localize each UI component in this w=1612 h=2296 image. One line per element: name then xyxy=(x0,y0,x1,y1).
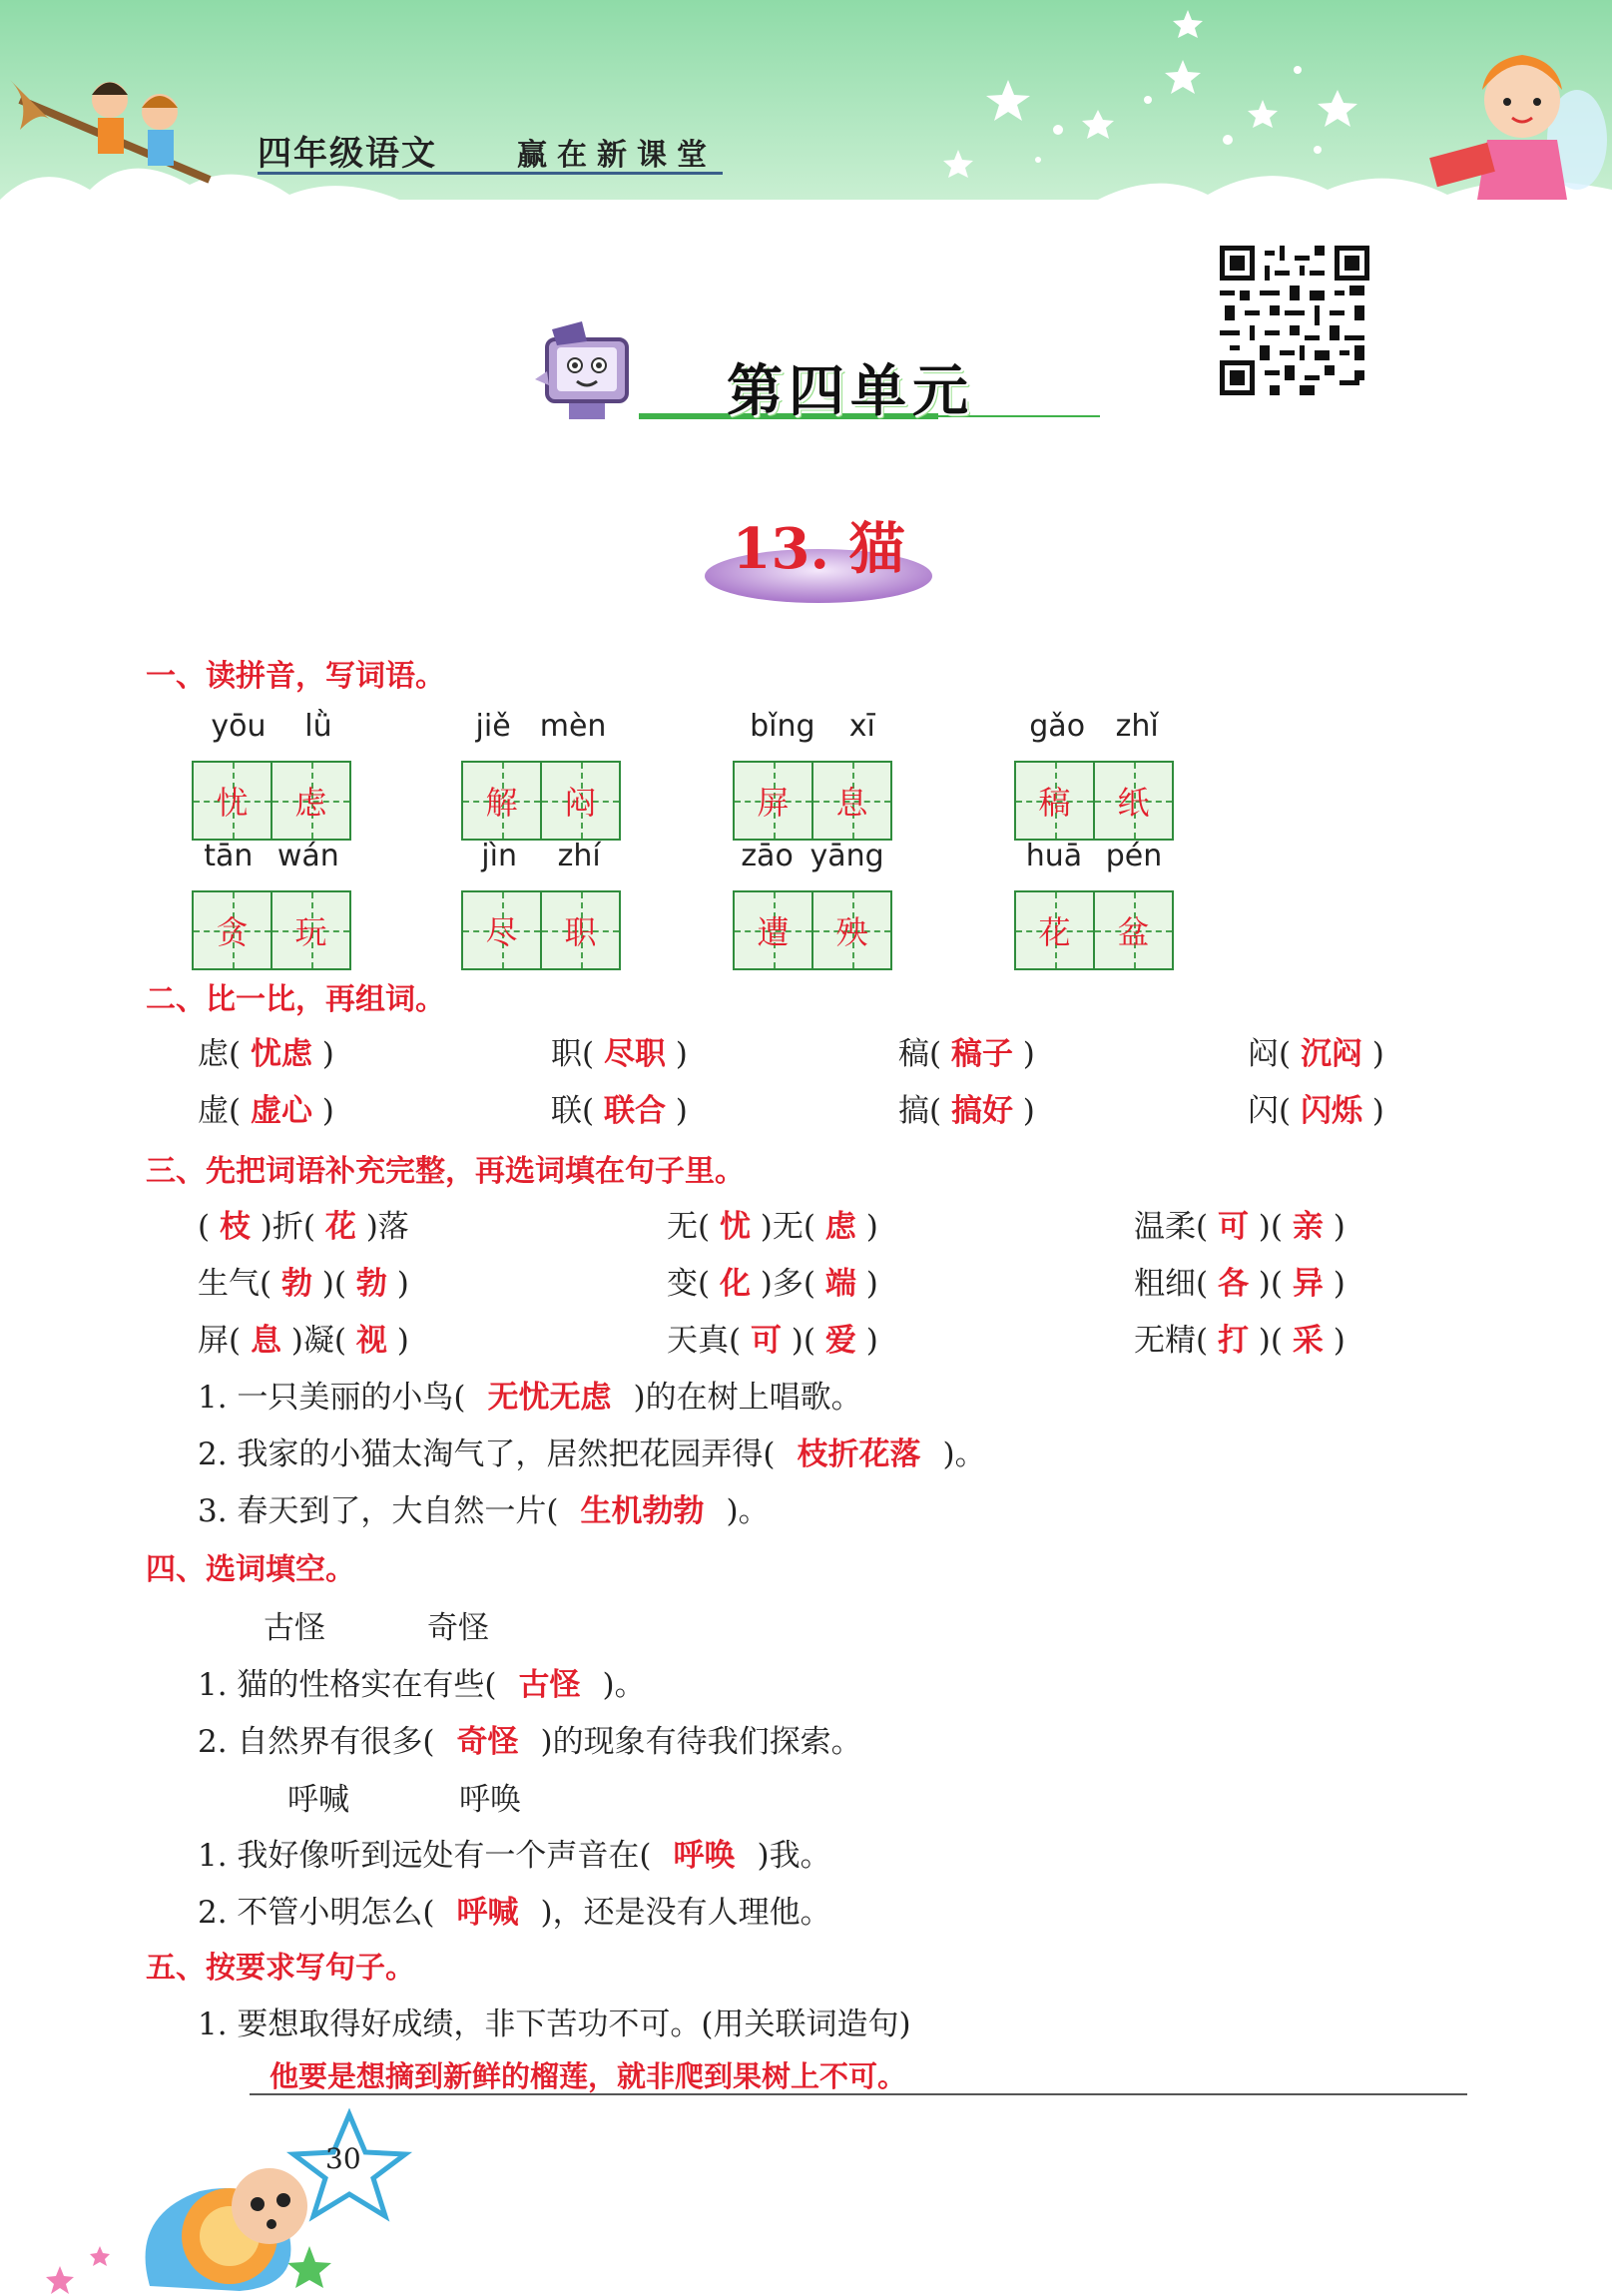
idiom-text: 粗细( xyxy=(1134,1266,1218,1302)
section4-heading: 四、选词填空。 xyxy=(146,1552,355,1587)
sentence-answer: 无忧无虑 xyxy=(487,1380,612,1416)
pinyin-row xyxy=(461,707,621,747)
pinyin-syllable: zāo xyxy=(741,839,794,873)
idiom-text: )无( xyxy=(750,1209,825,1245)
idiom-answer: 勃 xyxy=(280,1266,312,1302)
idiom-answer: 爱 xyxy=(824,1323,856,1359)
compare-char: 稿 xyxy=(898,1036,929,1072)
idiom-answer: 花 xyxy=(324,1209,356,1245)
idiom-text: 无( xyxy=(667,1209,720,1245)
compare-entry xyxy=(551,1085,688,1130)
paren-open: ( xyxy=(582,1036,604,1072)
idiom-text: ) xyxy=(386,1323,409,1359)
idiom-entry xyxy=(198,1201,409,1246)
pinyin-row xyxy=(192,707,351,747)
pinyin-syllable: tān xyxy=(204,839,254,873)
sentence-answer: 生机勃勃 xyxy=(580,1493,705,1529)
answer-char: 花 xyxy=(1038,913,1071,951)
section5-answer: 他要是想摘到新鲜的榴莲，就非爬到果树上不可。 xyxy=(269,2059,907,2093)
pinyin-syllable: huā xyxy=(1025,839,1083,873)
compare-char: 虑 xyxy=(198,1036,229,1072)
idiom-entry xyxy=(667,1201,878,1246)
tian-grid-cell xyxy=(463,763,540,839)
pinyin-syllable: jìn xyxy=(481,839,517,873)
answer-char: 纸 xyxy=(1117,784,1150,822)
paren-close: ) xyxy=(311,1093,334,1129)
paren-open: ( xyxy=(1279,1093,1301,1129)
pinyin-row xyxy=(461,837,621,876)
paren-open: ( xyxy=(1279,1036,1301,1072)
idiom-text: )凝( xyxy=(280,1323,356,1359)
answer-char: 贪 xyxy=(216,913,249,951)
tian-grid-boxes xyxy=(733,890,892,970)
tian-grid-boxes xyxy=(192,761,351,841)
idiom-text: 天真( xyxy=(667,1323,751,1359)
answer-char: 遭 xyxy=(757,913,790,951)
sentence-answer: 古怪 xyxy=(518,1667,581,1703)
compare-entry xyxy=(1248,1085,1384,1130)
sentence-text: )我。 xyxy=(757,1838,831,1874)
idiom-text: ) xyxy=(855,1323,878,1359)
section3-heading: 三、先把词语补充完整，再选词填在句子里。 xyxy=(146,1154,745,1189)
compare-entry xyxy=(198,1028,334,1073)
kids-on-broom-illustration xyxy=(10,60,230,200)
compare-answer: 忧虑 xyxy=(250,1036,312,1072)
tian-grid-boxes xyxy=(1014,761,1174,841)
word-choice-1b: 奇怪 xyxy=(427,1610,489,1646)
tian-grid-cell xyxy=(1093,892,1172,968)
sentence-answer: 奇怪 xyxy=(456,1724,519,1760)
sentence-text: )。 xyxy=(942,1436,986,1472)
idiom-text: )多( xyxy=(750,1266,825,1302)
paren-close: ) xyxy=(1012,1093,1035,1129)
idiom-entry xyxy=(198,1258,409,1303)
answer-line xyxy=(250,2093,1467,2095)
lesson-title-badge xyxy=(703,505,934,605)
idiom-text: ) xyxy=(1323,1209,1345,1245)
tian-grid-cell xyxy=(270,892,349,968)
section1-heading: 一、读拼音，写词语。 xyxy=(146,659,445,694)
pinyin-item xyxy=(733,837,892,970)
tian-grid-cell xyxy=(1016,763,1093,839)
compare-answer: 沉闷 xyxy=(1300,1036,1362,1072)
pinyin-item xyxy=(461,837,621,970)
sentence-answer: 枝折花落 xyxy=(797,1436,921,1472)
header-background xyxy=(0,0,1612,260)
sentence-text: )的在树上唱歌。 xyxy=(633,1380,862,1416)
paren-close: ) xyxy=(311,1036,334,1072)
compare-char: 联 xyxy=(551,1093,582,1129)
idiom-text: )落 xyxy=(355,1209,409,1245)
pinyin-item xyxy=(733,707,892,841)
pinyin-syllable: jiě xyxy=(475,709,511,744)
compare-entry xyxy=(898,1028,1035,1073)
tian-grid-boxes xyxy=(461,761,621,841)
idiom-text: ) xyxy=(1323,1323,1345,1359)
tian-grid-cell xyxy=(540,892,619,968)
sentence-text: 2. 我家的小猫太淘气了，居然把花园弄得( xyxy=(198,1436,776,1472)
tian-grid-cell xyxy=(194,763,270,839)
paren-open: ( xyxy=(929,1093,951,1129)
idiom-text: ) xyxy=(386,1266,409,1302)
pinyin-syllable: yōu xyxy=(211,709,267,744)
answer-char: 盆 xyxy=(1117,913,1150,951)
idiom-text: )( xyxy=(311,1266,356,1302)
idiom-text: 变( xyxy=(667,1266,720,1302)
header-title-bar xyxy=(258,126,723,175)
answer-char: 虑 xyxy=(294,784,327,822)
answer-char: 尽 xyxy=(485,913,518,951)
idiom-entry xyxy=(198,1315,409,1360)
idiom-text: ( xyxy=(198,1209,220,1245)
paren-close: ) xyxy=(1012,1036,1035,1072)
idiom-text: 无精( xyxy=(1134,1323,1218,1359)
section5-heading: 五、按要求写句子。 xyxy=(146,1951,415,1986)
pinyin-syllable: zhǐ xyxy=(1115,709,1159,744)
pinyin-syllable: zhí xyxy=(557,839,601,873)
compare-char: 闷 xyxy=(1248,1036,1279,1072)
tian-grid-cell xyxy=(1093,763,1172,839)
paren-close: ) xyxy=(1361,1093,1384,1129)
compare-answer: 虚心 xyxy=(250,1093,312,1129)
idiom-answer: 各 xyxy=(1217,1266,1249,1302)
idiom-text: 屏( xyxy=(198,1323,251,1359)
idiom-text: ) xyxy=(855,1266,878,1302)
compare-char: 搞 xyxy=(898,1093,929,1129)
pinyin-row xyxy=(733,837,892,876)
answer-char: 忧 xyxy=(216,784,249,822)
idiom-entry xyxy=(667,1315,878,1360)
compare-answer: 联合 xyxy=(603,1093,666,1129)
answer-char: 闷 xyxy=(564,784,597,822)
tian-grid-cell xyxy=(463,892,540,968)
fill-sentence xyxy=(198,1716,862,1761)
answer-char: 屏 xyxy=(757,784,790,822)
sentence-answer: 呼唤 xyxy=(673,1838,736,1874)
paren-open: ( xyxy=(582,1093,604,1129)
pinyin-row xyxy=(1014,707,1174,747)
compare-entry xyxy=(898,1085,1035,1130)
answer-char: 解 xyxy=(485,784,518,822)
compare-answer: 闪烁 xyxy=(1300,1093,1362,1129)
sentence-text: 2. 自然界有很多( xyxy=(198,1724,435,1760)
answer-char: 玩 xyxy=(294,913,327,951)
idiom-entry xyxy=(1134,1258,1345,1303)
answer-char: 职 xyxy=(564,913,597,951)
sentence-text: 2. 不管小明怎么( xyxy=(198,1895,435,1931)
tian-grid-boxes xyxy=(733,761,892,841)
section2-heading: 二、比一比，再组词。 xyxy=(146,982,445,1017)
idiom-answer: 枝 xyxy=(219,1209,251,1245)
idiom-entry xyxy=(1134,1201,1345,1246)
pinyin-item xyxy=(192,707,351,841)
sentence-answer: 呼喊 xyxy=(456,1895,519,1931)
snail-and-stars-illustration xyxy=(40,2096,439,2296)
tian-grid-cell xyxy=(270,763,349,839)
fill-sentence xyxy=(198,1485,770,1530)
pinyin-item xyxy=(1014,707,1174,841)
paren-open: ( xyxy=(229,1093,251,1129)
pinyin-row xyxy=(192,837,351,876)
qr-code-icon xyxy=(1220,246,1369,395)
section5-question: 1. 要想取得好成绩，非下苦功不可。(用关联词造句) xyxy=(198,2007,911,2042)
compare-char: 闪 xyxy=(1248,1093,1279,1129)
pinyin-syllable: wán xyxy=(276,839,339,873)
tian-grid-boxes xyxy=(461,890,621,970)
word-choice-1a: 古怪 xyxy=(264,1610,325,1646)
idiom-answer: 端 xyxy=(824,1266,856,1302)
idiom-text: ) xyxy=(855,1209,878,1245)
sentence-text: )的现象有待我们探索。 xyxy=(540,1724,862,1760)
fill-sentence xyxy=(198,1372,862,1417)
pinyin-syllable: xī xyxy=(848,709,875,744)
compare-char: 虚 xyxy=(198,1093,229,1129)
tian-grid-cell xyxy=(735,892,811,968)
paren-close: ) xyxy=(665,1036,688,1072)
tian-grid-cell xyxy=(1016,892,1093,968)
fill-sentence xyxy=(198,1429,986,1473)
idiom-text: )折( xyxy=(250,1209,325,1245)
idiom-answer: 打 xyxy=(1217,1323,1249,1359)
paren-close: ) xyxy=(1361,1036,1384,1072)
tian-grid-cell xyxy=(811,892,890,968)
idiom-text: ) xyxy=(1323,1266,1345,1302)
pinyin-syllable: bǐng xyxy=(750,709,815,744)
tian-grid-cell xyxy=(540,763,619,839)
answer-char: 稿 xyxy=(1038,784,1071,822)
tian-grid-boxes xyxy=(1014,890,1174,970)
answer-char: 息 xyxy=(835,784,868,822)
idiom-answer: 视 xyxy=(355,1323,387,1359)
pinyin-syllable: pén xyxy=(1105,839,1163,873)
idiom-answer: 采 xyxy=(1292,1323,1324,1359)
compare-entry xyxy=(198,1085,334,1130)
sentence-text: )。 xyxy=(726,1493,770,1529)
idiom-text: 温柔( xyxy=(1134,1209,1218,1245)
sentence-text: 1. 我好像听到远处有一个声音在( xyxy=(198,1838,652,1874)
idiom-text: )( xyxy=(1248,1266,1293,1302)
idiom-answer: 可 xyxy=(750,1323,782,1359)
word-choice-2b: 呼唤 xyxy=(459,1782,521,1818)
paren-close: ) xyxy=(665,1093,688,1129)
pinyin-row xyxy=(733,707,892,747)
idiom-answer: 化 xyxy=(719,1266,751,1302)
idiom-answer: 异 xyxy=(1292,1266,1324,1302)
fill-sentence xyxy=(198,1659,646,1704)
header-grade: 四年级语文 xyxy=(258,134,437,174)
pinyin-item xyxy=(192,837,351,970)
tian-grid-cell xyxy=(811,763,890,839)
idiom-answer: 忧 xyxy=(719,1209,751,1245)
pinyin-syllable: yāng xyxy=(809,839,884,873)
computer-mascot-icon xyxy=(527,319,647,431)
idiom-answer: 勃 xyxy=(355,1266,387,1302)
pinyin-syllable: gǎo xyxy=(1029,709,1086,744)
pinyin-item xyxy=(461,707,621,841)
idiom-answer: 息 xyxy=(250,1323,281,1359)
answer-char: 殃 xyxy=(835,913,868,951)
fill-sentence xyxy=(198,1830,831,1875)
idiom-entry xyxy=(667,1258,878,1303)
pinyin-syllable: mèn xyxy=(539,709,607,744)
page-number: 30 xyxy=(325,2142,361,2175)
sentence-text: )，还是没有人理他。 xyxy=(540,1895,831,1931)
idiom-text: )( xyxy=(1248,1209,1293,1245)
compare-answer: 稿子 xyxy=(950,1036,1013,1072)
idiom-entry xyxy=(1134,1315,1345,1360)
fill-sentence xyxy=(198,1887,831,1932)
sentence-text: 1. 一只美丽的小鸟( xyxy=(198,1380,466,1416)
sentence-text: 1. 猫的性格实在有些( xyxy=(198,1667,497,1703)
word-choice-2a: 呼喊 xyxy=(287,1782,349,1818)
compare-entry xyxy=(1248,1028,1384,1073)
idiom-answer: 亲 xyxy=(1292,1209,1324,1245)
sentence-text: 3. 春天到了，大自然一片( xyxy=(198,1493,559,1529)
compare-char: 职 xyxy=(551,1036,582,1072)
paren-open: ( xyxy=(929,1036,951,1072)
unit-title: 第四单元 xyxy=(727,359,974,424)
idiom-text: 生气( xyxy=(198,1266,281,1302)
idiom-answer: 虑 xyxy=(824,1209,856,1245)
header-series: 赢在新课堂 xyxy=(517,138,717,173)
compare-answer: 搞好 xyxy=(950,1093,1013,1129)
sentence-text: )。 xyxy=(602,1667,646,1703)
idiom-answer: 可 xyxy=(1217,1209,1249,1245)
idiom-text: )( xyxy=(781,1323,825,1359)
pinyin-item xyxy=(1014,837,1174,970)
compare-answer: 尽职 xyxy=(603,1036,666,1072)
tian-grid-cell xyxy=(194,892,270,968)
fairy-illustration xyxy=(1427,30,1607,220)
pinyin-row xyxy=(1014,837,1174,876)
pinyin-syllable: lǜ xyxy=(304,709,332,744)
idiom-text: )( xyxy=(1248,1323,1293,1359)
paren-open: ( xyxy=(229,1036,251,1072)
compare-entry xyxy=(551,1028,688,1073)
lesson-title: 13. 猫 xyxy=(732,516,905,582)
tian-grid-boxes xyxy=(192,890,351,970)
tian-grid-cell xyxy=(735,763,811,839)
